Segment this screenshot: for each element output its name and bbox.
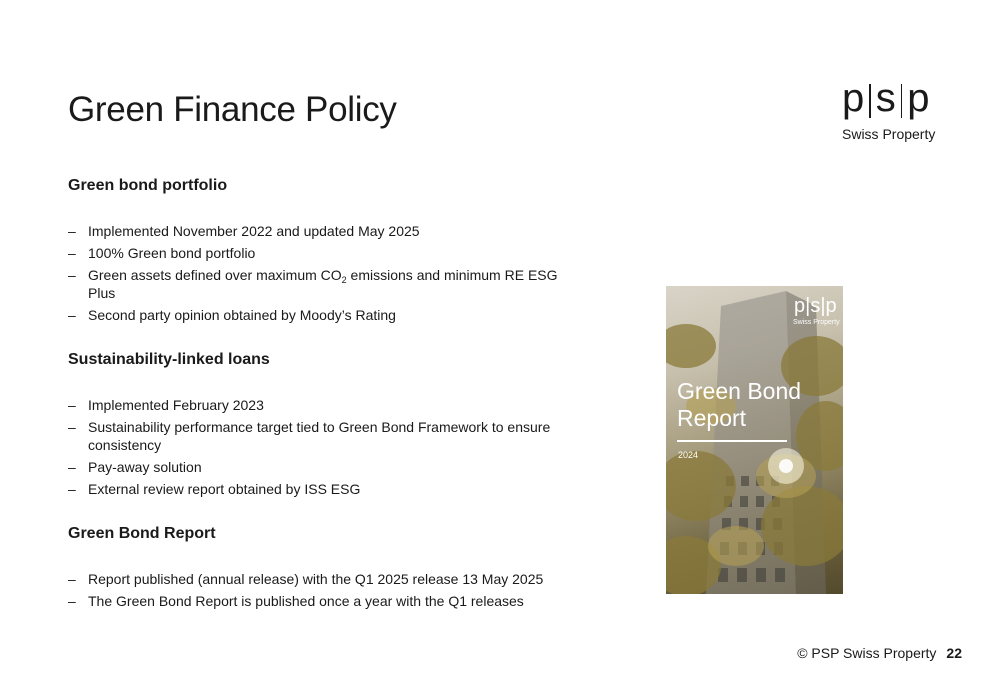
section-green-bond-report <box>68 524 588 610</box>
section-heading: Sustainability-linked loans <box>68 351 270 368</box>
bullet-dash: – <box>68 267 76 283</box>
list-item-text: Report published (annual release) with the Q1 2025 release 13 May 2025 <box>88 571 544 587</box>
bullet-dash: – <box>68 397 76 413</box>
bullet-dash: – <box>68 307 76 323</box>
subscript-2: 2 <box>341 275 347 285</box>
logo-letter-p1: p <box>842 76 865 120</box>
page-number: 22 <box>946 645 962 661</box>
list-item-text: The Green Bond Report is published once a year with the Q1 releases <box>88 593 524 609</box>
list-item <box>68 244 588 262</box>
section-sustainability-linked-loans <box>68 350 588 498</box>
list-item <box>68 266 588 302</box>
list-item <box>68 396 588 414</box>
list-item-text-pre: Green assets defined over maximum CO <box>88 267 342 283</box>
list-item <box>68 480 588 498</box>
bullet-dash: – <box>68 419 76 435</box>
list-item <box>68 592 588 610</box>
list-item <box>68 306 588 324</box>
list-item <box>68 570 588 588</box>
content-body <box>68 176 588 636</box>
bullet-list <box>68 222 588 324</box>
cover-logo-subtitle: Swiss Property <box>793 319 840 326</box>
list-item <box>68 222 588 240</box>
list-item-text: Sustainability performance target tied to Green Bond Framework to ensure consistency <box>88 419 551 453</box>
list-item-text-post: emissions and minimum RE ESG Plus <box>88 267 558 301</box>
logo-divider <box>901 84 903 118</box>
list-item-text: Implemented November 2022 and updated May 2025 <box>88 223 420 239</box>
list-item-text: 100% Green bond portfolio <box>88 245 256 261</box>
section-green-bond-portfolio <box>68 176 588 324</box>
bullet-list <box>68 570 588 610</box>
bullet-dash: – <box>68 245 76 261</box>
logo-letter-p2: p <box>907 76 930 120</box>
list-item-text: Pay-away solution <box>88 459 202 475</box>
footer <box>790 645 962 661</box>
logo-mark <box>842 78 952 122</box>
section-heading: Green bond portfolio <box>68 177 228 194</box>
cover-title-line: Green Bond <box>677 378 802 404</box>
psp-logo <box>842 78 952 150</box>
cover-logo: p|s|p <box>794 295 837 317</box>
list-item-text: External review report obtained by ISS ESG <box>88 481 361 497</box>
cover-title <box>677 378 827 432</box>
cover-title-line: Report <box>677 405 747 431</box>
logo-divider <box>869 84 871 118</box>
list-item-text: Second party opinion obtained by Moody’s Rating <box>88 307 396 323</box>
bullet-dash: – <box>68 223 76 239</box>
cover-year: 2024 <box>678 450 699 460</box>
page-title: Green Finance Policy <box>68 90 397 129</box>
list-item <box>68 418 588 454</box>
green-bond-report-cover-image <box>666 286 843 594</box>
logo-subtitle: Swiss Property <box>842 126 936 142</box>
logo-letter-s: s <box>875 76 896 120</box>
bullet-dash: – <box>68 459 76 475</box>
list-item-text: Implemented February 2023 <box>88 397 264 413</box>
bullet-list <box>68 396 588 498</box>
section-heading: Green Bond Report <box>68 525 216 542</box>
footer-copyright: © PSP Swiss Property <box>797 645 937 661</box>
bullet-dash: – <box>68 593 76 609</box>
bullet-dash: – <box>68 571 76 587</box>
cover-divider <box>677 440 787 442</box>
list-item <box>68 458 588 476</box>
bullet-dash: – <box>68 481 76 497</box>
